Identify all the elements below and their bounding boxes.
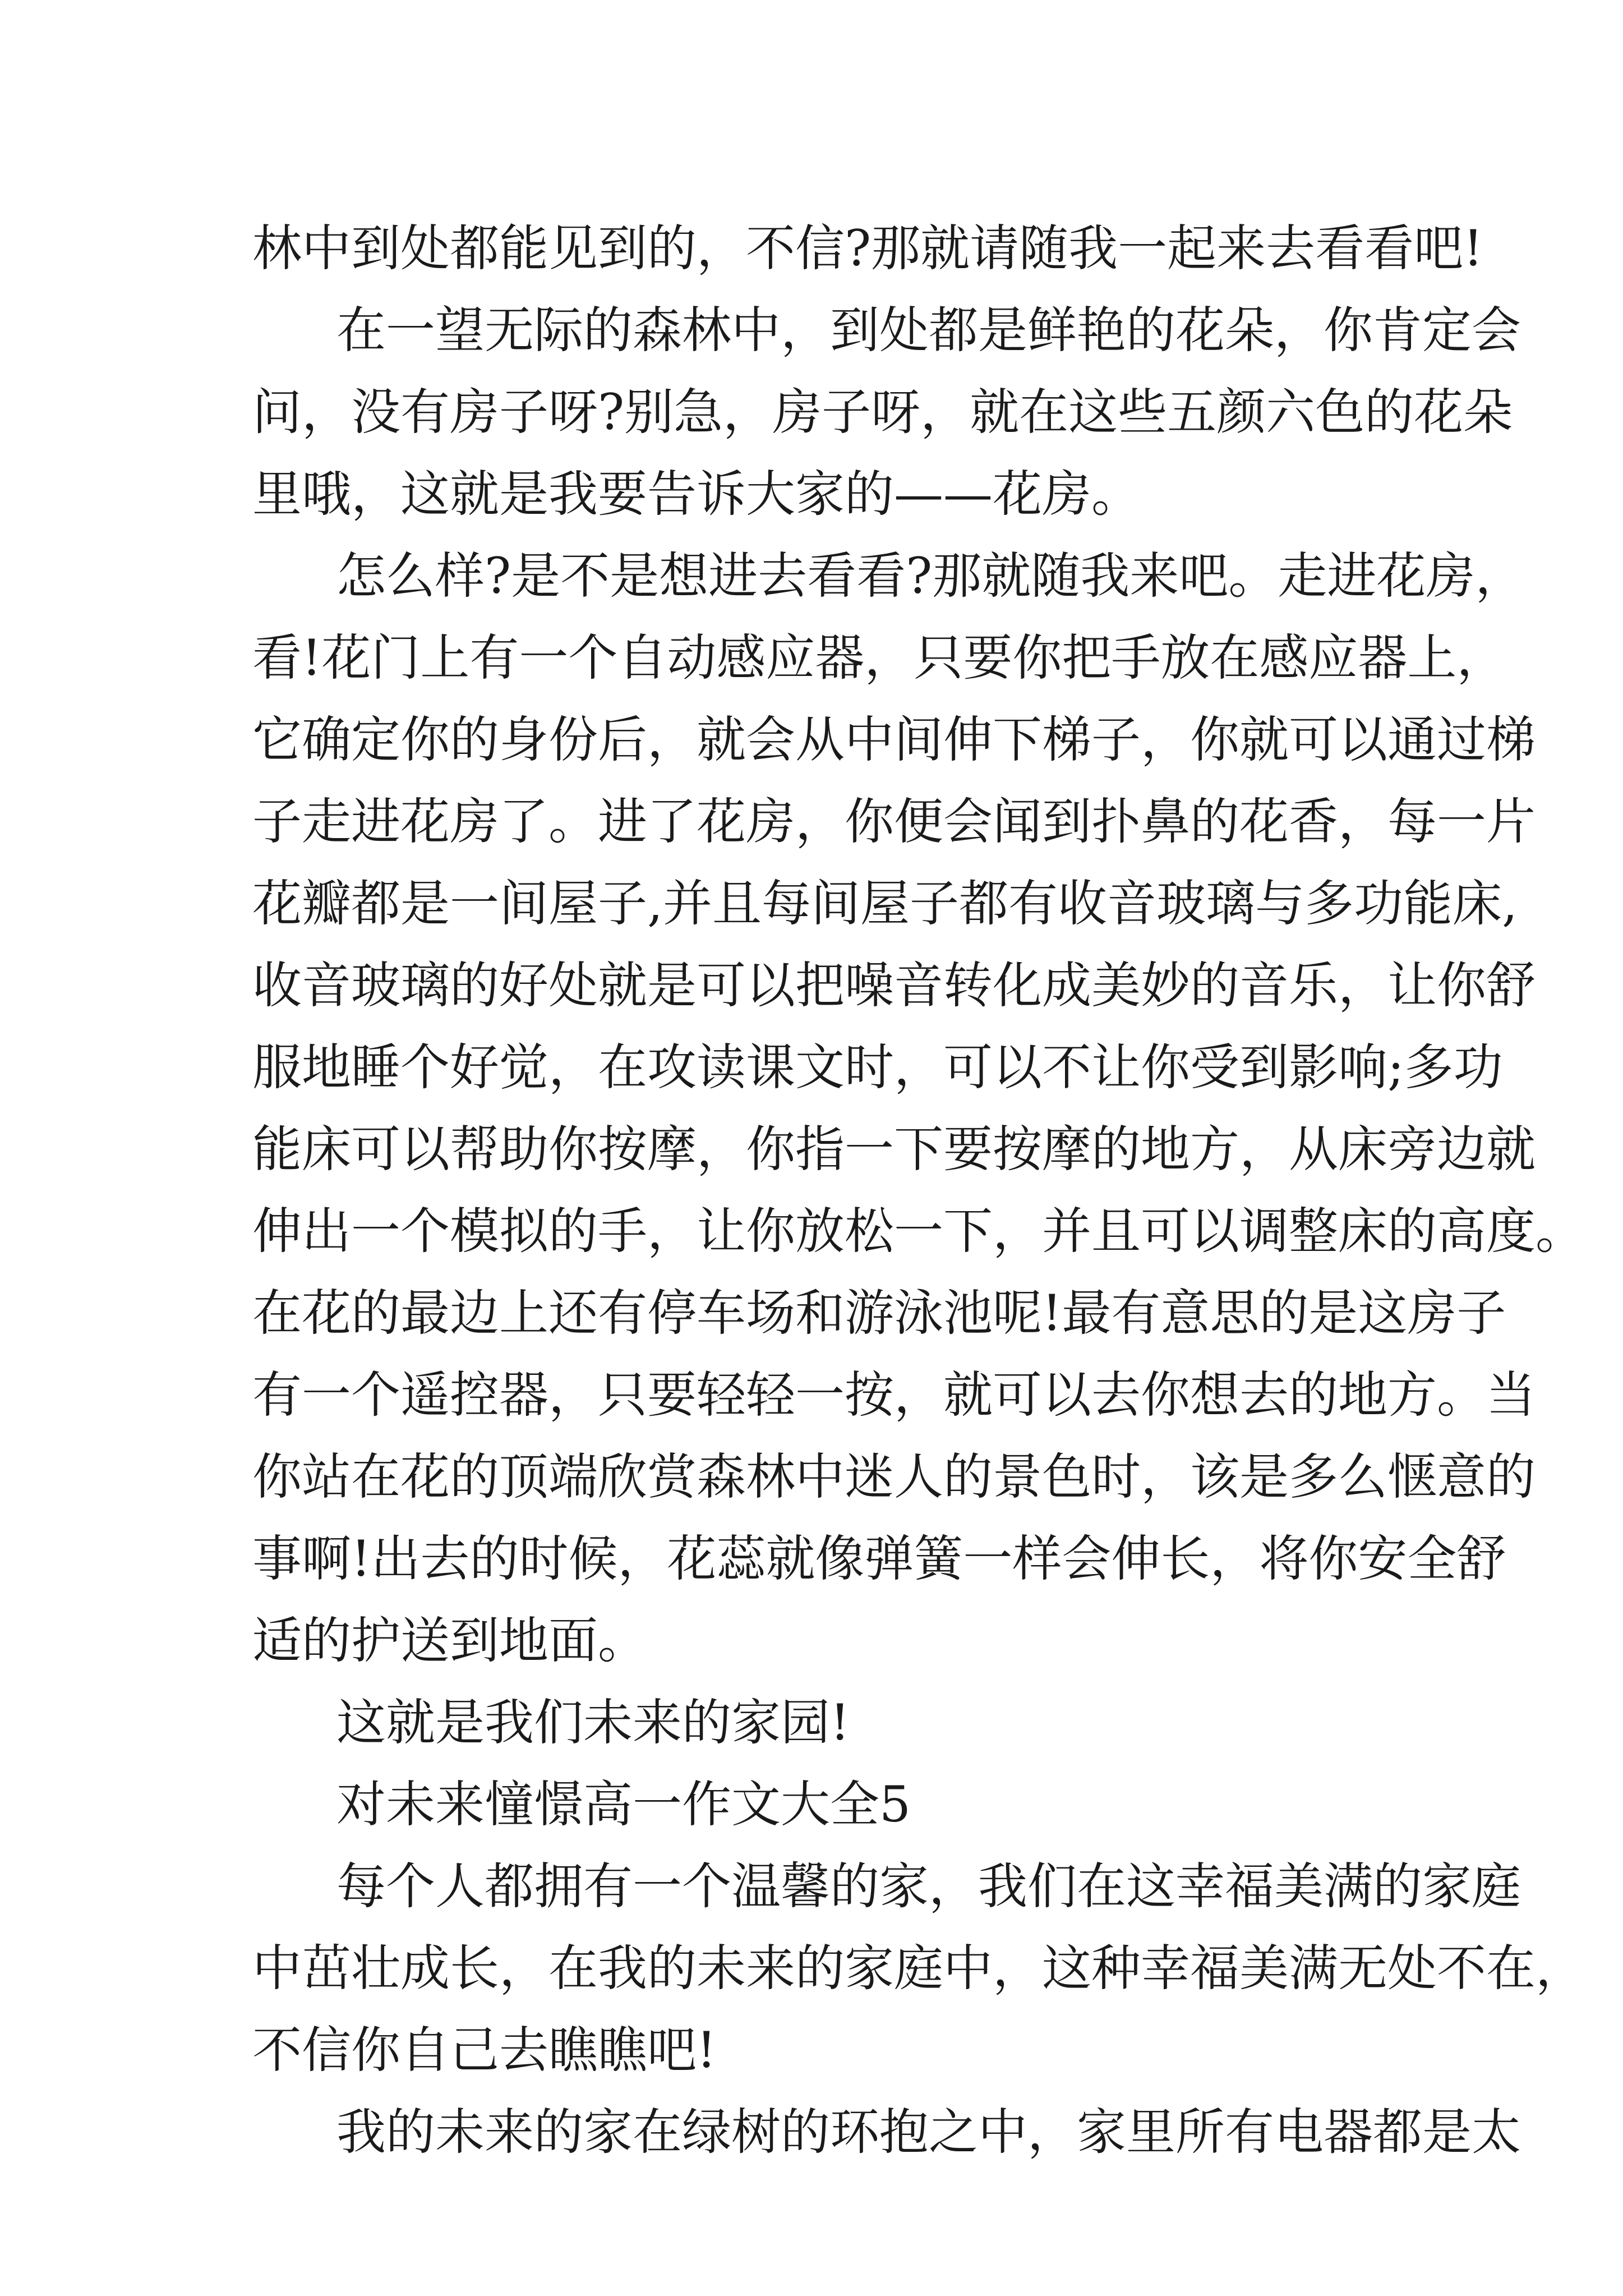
- text-line: 每个人都拥有一个温馨的家，我们在这幸福美满的家庭: [336, 1857, 1521, 1915]
- essay-body: [252, 208, 1585, 2173]
- text-line: 问，没有房子呀?别急，房子呀，就在这些五颜六色的花朵: [252, 383, 1513, 441]
- text-line: 这就是我们未来的家园!: [336, 1694, 850, 1751]
- text-line: 看!花门上有一个自动感应器，只要你把手放在感应器上，: [252, 629, 1506, 687]
- text-line: 事啊!出去的时候，花蕊就像弹簧一样会伸长，将你安全舒: [252, 1530, 1506, 1588]
- text-line: 适的护送到地面。: [252, 1612, 648, 1669]
- text-line: 花瓣都是一间屋子,并且每间屋子都有收音玻璃与多功能床,: [252, 875, 1518, 932]
- text-line: 怎么样?是不是想进去看看?那就随我来吧。走进花房，: [336, 547, 1525, 605]
- text-line: 子走进花房了。进了花房，你便会闻到扑鼻的花香，每一片: [252, 793, 1536, 850]
- text-line: 你站在花的顶端欣赏森林中迷人的景色时，该是多么惬意的: [252, 1448, 1536, 1506]
- text-line: 它确定你的身份后，就会从中间伸下梯子，你就可以通过梯: [252, 711, 1536, 769]
- text-line: 我的未来的家在绿树的环抱之中，家里所有电器都是太: [336, 2103, 1521, 2161]
- text-line: 收音玻璃的好处就是可以把噪音转化成美妙的音乐，让你舒: [252, 956, 1536, 1014]
- text-line: 有一个遥控器，只要轻轻一按，就可以去你想去的地方。当: [252, 1366, 1536, 1424]
- text-line: 不信你自己去瞧瞧吧!: [252, 2021, 717, 2079]
- text-line: 对未来憧憬高一作文大全5: [336, 1775, 911, 1833]
- text-line: 林中到处都能见到的，不信?那就请随我一起来去看看吧!: [252, 219, 1483, 277]
- text-line: 伸出一个模拟的手，让你放松一下，并且可以调整床的高度。: [252, 1202, 1585, 1260]
- text-line: 里哦，这就是我要告诉大家的——花房。: [252, 465, 1141, 523]
- text-line: 能床可以帮助你按摩，你指一下要按摩的地方，从床旁边就: [252, 1120, 1536, 1178]
- text-line: 在花的最边上还有停车场和游泳池呢!最有意思的是这房子: [252, 1284, 1506, 1342]
- text-line: 在一望无际的森林中，到处都是鲜艳的花朵，你肯定会: [336, 301, 1521, 359]
- text-line: 中茁壮成长，在我的未来的家庭中，这种幸福美满无处不在，: [252, 1939, 1585, 1997]
- text-line: 服地睡个好觉，在攻读课文时，可以不让你受到影响;多功: [252, 1038, 1503, 1096]
